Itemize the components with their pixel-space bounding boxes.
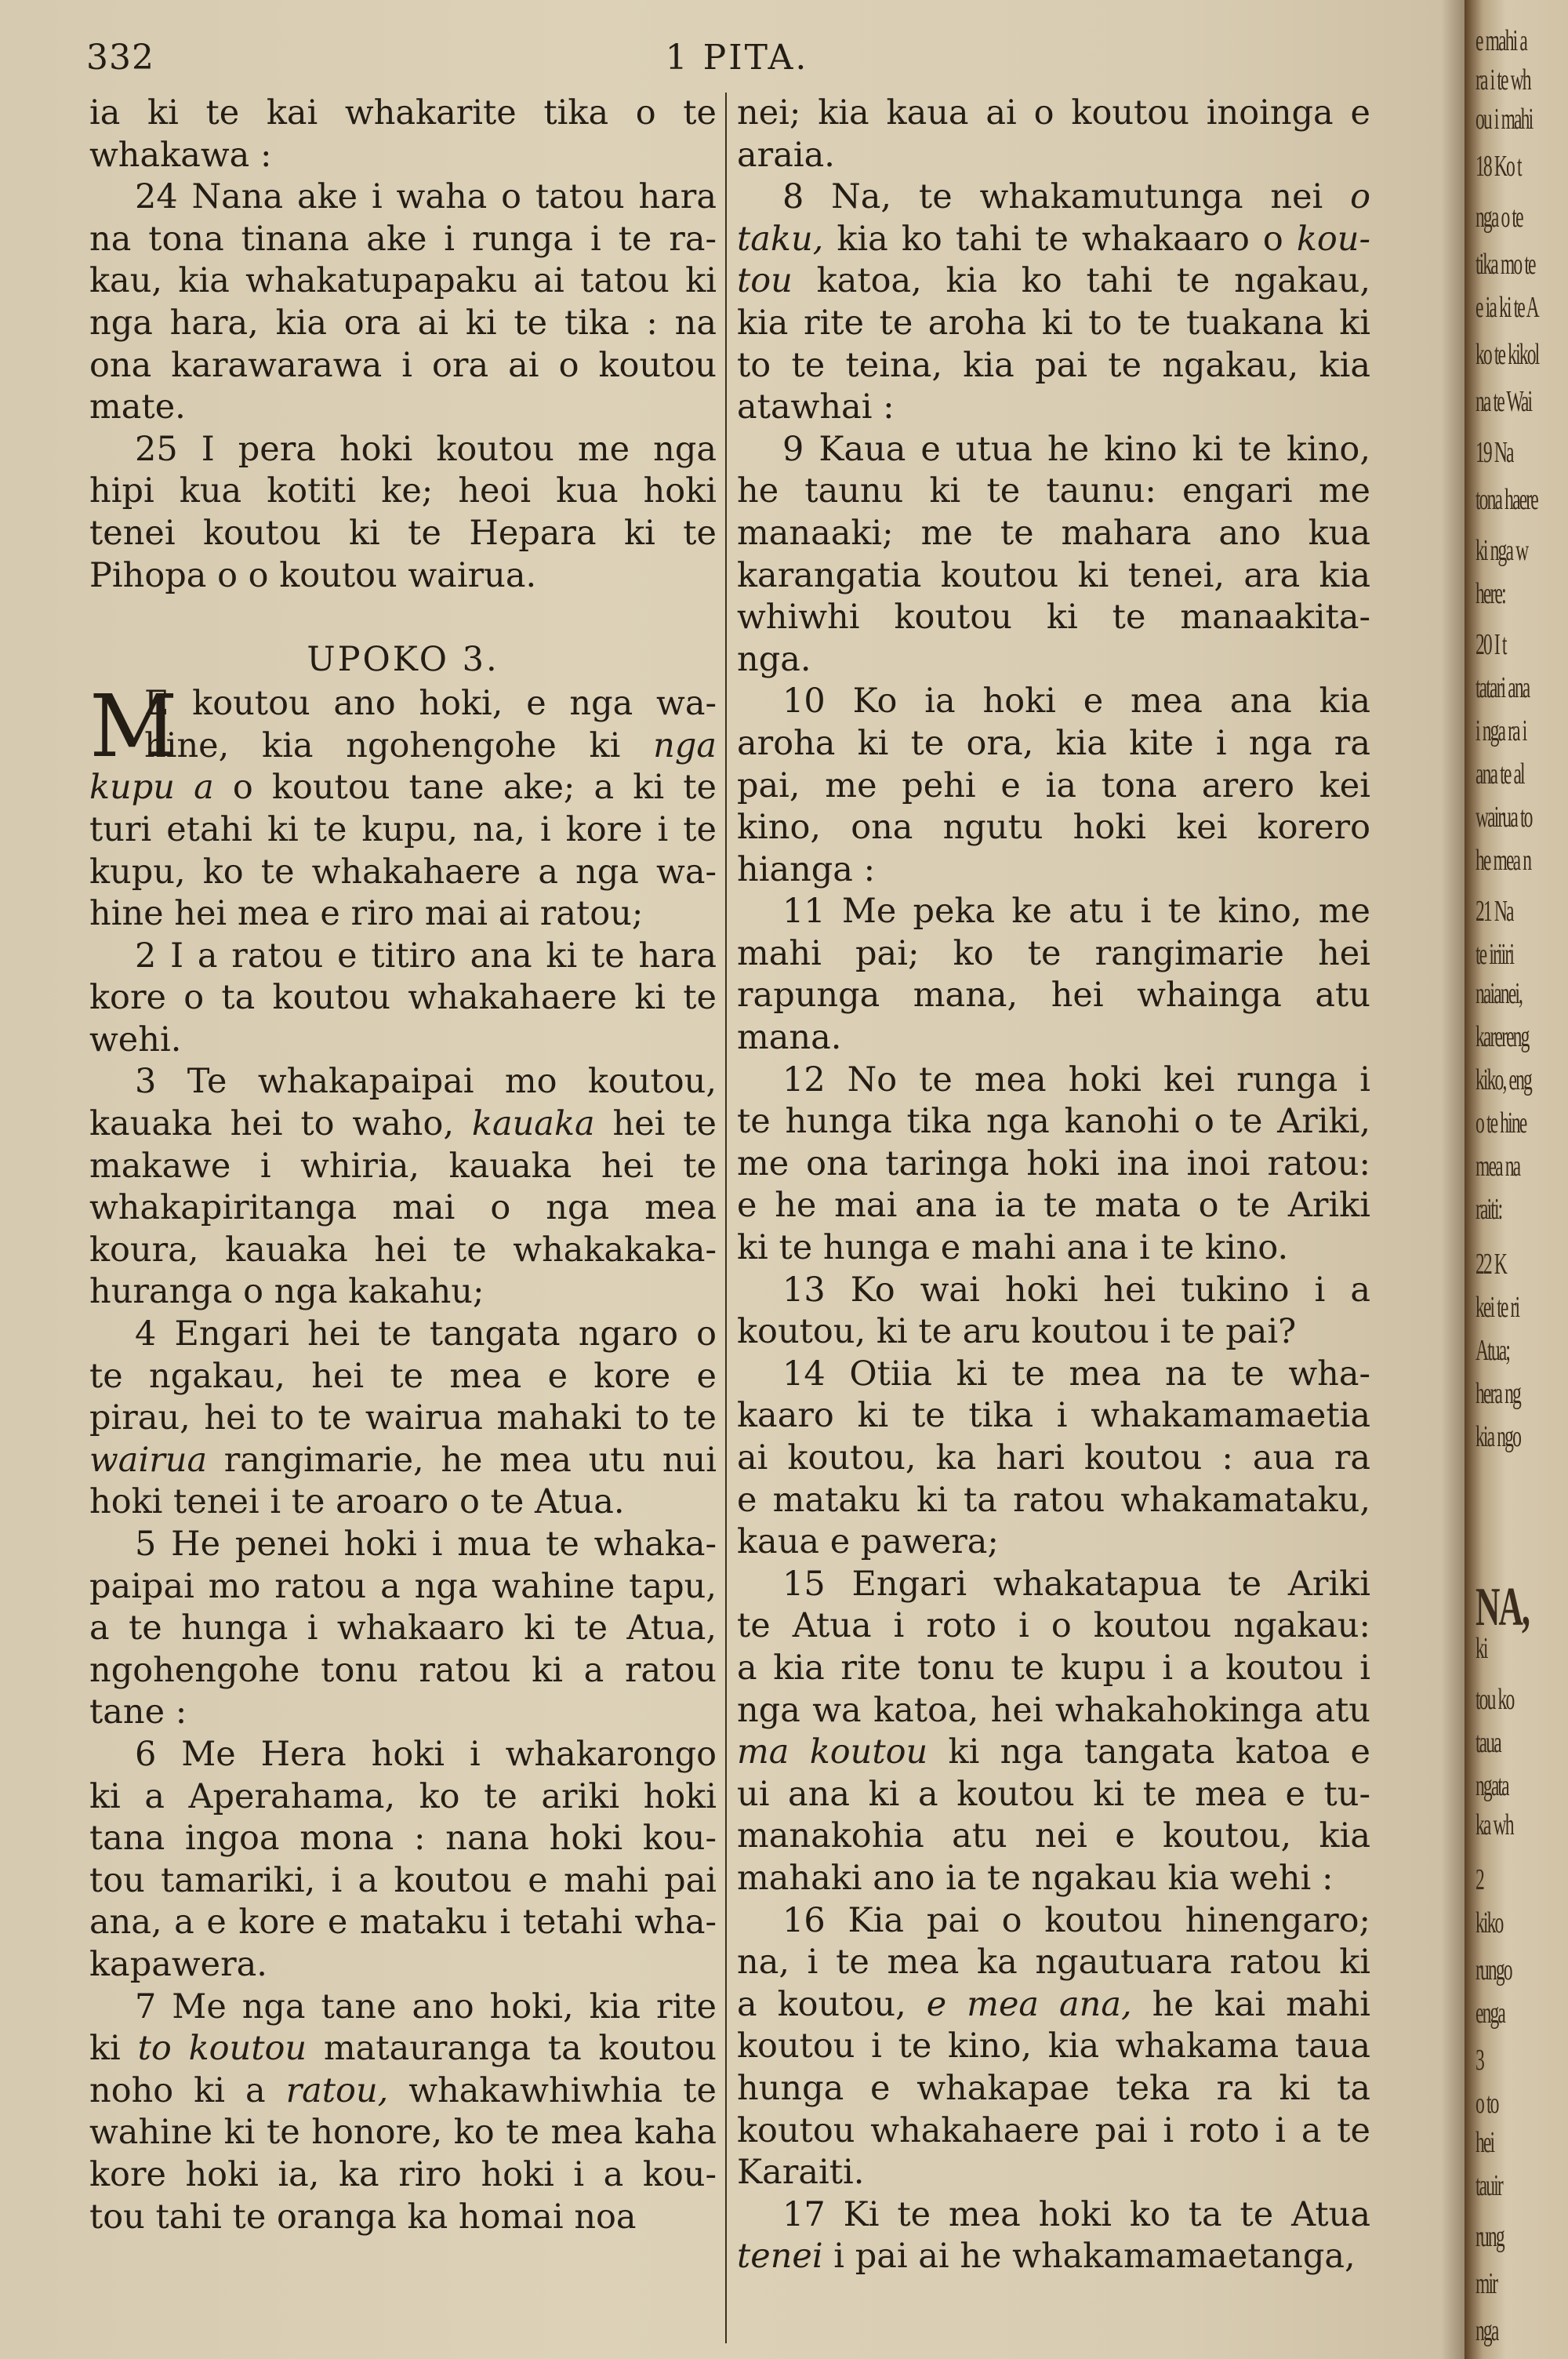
text-line: ai koutou, ka hari koutou : aua ra [737,1438,1370,1478]
text-line: tou katoa, kia ko tahi te ngakau, [737,261,1370,301]
text-line: whakawa : [89,135,272,175]
facing-page-fragment: 19 Na [1475,436,1513,469]
text-line: kupu a o koutou tane ake; a ki te [89,768,717,808]
text-line: 3 Te whakapaipai mo koutou, [135,1062,717,1102]
text-line: 15 Engari whakatapua te Ariki [782,1564,1370,1604]
text-line: hoki tenei i te aroaro o te Atua. [89,1482,625,1522]
text-line: E koutou ano hoki, e nga wa- [144,684,717,724]
column-divider [725,93,727,2343]
text-line: noho ki a ratou, whakawhiwhia te [89,2070,717,2110]
text-line: atawhai : [737,387,895,427]
text-line: koura, kauaka hei te whakakaka- [89,1230,717,1270]
text-line: hunga e whakapae teka ra ki ta [737,2068,1370,2108]
facing-page-fragment: NA, [1475,1577,1529,1637]
binding-gutter [1441,0,1465,2359]
text-line: to te teina, kia pai te ngakau, kia [737,345,1370,385]
text-line: koutou i te kino, kia whakama taua [737,2026,1370,2066]
text-line: taku, kia ko tahi te whakaaro o kou- [737,219,1370,259]
text-line: 8 Na, te whakamutunga nei o [782,177,1370,217]
text-line: te ngakau, hei te mea e kore e [89,1356,717,1396]
facing-page-fragment: ngata [1475,1769,1508,1802]
text-line: makawe i whiria, kauaka hei te [89,1146,717,1186]
facing-page-fragment: nga o te [1475,201,1523,234]
text-line: 25 I pera hoki koutou me nga [135,429,717,469]
facing-page-fragment: 22 K [1475,1248,1507,1281]
text-line: pai, me pehi e ia tona arero kei [737,765,1370,805]
text-line: Pihopa o o koutou wairua. [89,555,537,595]
text-line: nga hara, kia ora ai ki te tika : na [89,303,717,343]
text-line: me ona taringa hoki ina inoi ratou: [737,1143,1370,1183]
facing-page-fragment: he mea n [1475,844,1531,877]
running-head: 1 PITA. [665,38,809,78]
facing-page-fragment: o to [1475,2087,1498,2120]
text-line: tenei koutou ki te Hepara ki te [89,513,717,553]
facing-page-fragment: wairua to [1475,801,1532,834]
text-line: koutou whakahaere pai i roto i a te [737,2110,1370,2150]
text-line: nga wa katoa, hei whakahokinga atu [737,1690,1370,1730]
text-line: kore hoki ia, ka riro hoki i a kou- [89,2154,717,2194]
text-line: ia ki te kai whakarite tika o te [89,93,717,133]
facing-page-fragment: na te Wai [1475,385,1532,418]
text-line: ngohengohe tonu ratou ki a ratou [89,1650,717,1690]
text-line: araia. [737,135,835,175]
text-line: Karaiti. [737,2153,865,2193]
text-line: tane : [89,1692,187,1732]
text-line: manakohia atu nei e koutou, kia [737,1816,1370,1856]
text-line: ki te hunga e mahi ana i te kino. [737,1228,1289,1268]
text-line: wehi. [89,1020,182,1060]
text-line: hine, kia ngohengohe ki nga [144,725,717,765]
facing-page-fragment: mir [1475,2267,1497,2300]
chapter-opening [89,676,717,777]
text-line: kau, kia whakatupapaku ai tatou ki [89,261,717,301]
text-line: kapawera. [89,1944,267,1984]
text-line: hine hei mea e riro mai ai ratou; [89,894,644,934]
text-line: 17 Ki te mea hoki ko ta te Atua [782,2194,1370,2234]
facing-page-fragment: enga [1475,1997,1505,2030]
facing-page-fragment: tatari ana [1475,671,1530,704]
facing-page-fragment: kiko [1475,1906,1503,1939]
facing-page-fragment: karereng [1475,1020,1529,1053]
facing-page-edge [1465,0,1568,2359]
text-line: 7 Me nga tane ano hoki, kia rite [135,1986,717,2026]
facing-page-fragment: o te hine [1475,1107,1526,1140]
facing-page-fragment: ka wh [1475,1808,1513,1841]
facing-page-fragment: ki [1475,1632,1487,1665]
text-line: 6 Me Hera hoki i whakarongo [135,1734,717,1774]
facing-page-fragment: kiko, eng [1475,1063,1531,1096]
facing-page-fragment: 2 [1475,1863,1483,1896]
text-line: te hunga tika nga kanohi o te Ariki, [737,1102,1370,1142]
page-number: 332 [86,38,154,78]
text-line: 5 He penei hoki i mua te whaka- [135,1525,717,1564]
text-line: te Atua i roto i o koutou ngakau: [737,1606,1370,1646]
text-line: ui ana ki a koutou ki te mea e tu- [737,1774,1370,1814]
text-line: rapunga mana, hei whainga atu [737,976,1370,1016]
text-line: kauaka hei to waho, kauaka hei te [89,1104,717,1144]
text-line: tenei i pai ai he whakamamaetanga, [737,2237,1356,2277]
facing-page-fragment: ou i mahi [1475,103,1533,136]
facing-page-fragment: naianei, [1475,977,1523,1010]
facing-page-fragment: i nga ra i [1475,714,1526,747]
facing-page-fragment: tika mo te [1475,248,1535,281]
facing-page-fragment: ra i te wh [1475,64,1530,96]
text-line: ma koutou ki nga tangata katoa e [737,1732,1370,1772]
facing-page-fragment: kia ngo [1475,1420,1521,1453]
chapter-heading: UPOKO 3. [307,640,499,680]
facing-page-fragment: e ia ki te A [1475,291,1538,324]
text-line: kore o ta koutou whakahaere ki te [89,978,717,1018]
facing-page-fragment: here: [1475,577,1505,610]
text-line: mate. [89,387,186,427]
text-line: wahine ki te honore, ko te mea kaha [89,2113,717,2153]
text-line: 9 Kaua e utua he kino ki te kino, [782,429,1370,469]
text-line: he taunu ki te taunu: engari me [737,471,1370,511]
text-line: 2 I a ratou e titiro ana ki te hara [135,936,717,976]
text-line: whiwhi koutou ki te manaakita- [737,598,1370,638]
text-line: ki a Aperahama, ko te ariki hoki [89,1776,717,1816]
text-line: tou tahi te oranga ka homai noa [89,2197,637,2237]
facing-page-fragment: rungo [1475,1954,1512,1986]
right-column [737,93,1370,2278]
text-line: turi etahi ki te kupu, na, i kore i te [89,809,717,849]
facing-page-fragment: te iriiri [1475,938,1514,971]
text-line: 4 Engari hei te tangata ngaro o [135,1314,717,1354]
text-line: aroha ki te ora, kia kite i nga ra [737,723,1370,763]
text-line: ana, a e kore e mataku i tetahi wha- [89,1903,717,1943]
text-line: mahi pai; ko te rangimarie hei [737,933,1370,973]
text-line: mana. [737,1018,842,1058]
text-line: na tona tinana ake i runga i te ra- [89,219,717,259]
text-line: hipi kua kotiti ke; heoi kua hoki [89,471,717,511]
text-line: kaua e pawera; [737,1522,999,1562]
text-line: ona karawarawa i ora ai o koutou [89,345,717,385]
facing-page-fragment: 18 Ko t [1475,150,1521,183]
facing-page-fragment: ko te kikol [1475,338,1539,371]
text-line: 10 Ko ia hoki e mea ana kia [782,682,1370,722]
facing-page-fragment: mea na [1475,1150,1520,1183]
facing-page-fragment: ana te al [1475,758,1524,791]
text-line: 11 Me peka ke atu i te kino, me [782,892,1370,932]
text-line: whakapiritanga mai o nga mea [89,1188,717,1228]
facing-page-fragment: 3 [1475,2044,1483,2077]
text-line: tou tamariki, i a koutou e mahi pai [89,1860,717,1900]
text-line: nei; kia kaua ai o koutou inoinga e [737,93,1370,133]
text-line: e mataku ki ta ratou whakamataku, [737,1480,1370,1520]
facing-page-fragment: hera ng [1475,1377,1520,1410]
drop-cap: M [89,676,178,777]
text-line: 16 Kia pai o koutou hinengaro; [782,1900,1370,1940]
text-line: ki to koutou matauranga ta koutou [89,2029,717,2069]
text-line: paipai mo ratou a nga wahine tapu, [89,1566,717,1606]
text-line: manaaki; me te mahara ano kua [737,513,1370,553]
facing-page-fragment: tona haere [1475,483,1537,516]
facing-page-fragment: Atua; [1475,1334,1510,1367]
text-line: 12 No te mea hoki kei runga i [782,1060,1370,1100]
text-line: 13 Ko wai hoki hei tukino i a [782,1270,1370,1310]
facing-page-fragment: 21 Na [1475,895,1513,928]
text-line: kaaro ki te tika i whakamamaetia [737,1396,1370,1436]
left-column [89,93,717,2238]
text-line: huranga o nga kakahu; [89,1272,485,1312]
text-line: wairua rangimarie, he mea utu nui [89,1440,717,1480]
text-line: 14 Otiia ki te mea na te wha- [782,1354,1370,1394]
text-line: koutou, ki te aru koutou i te pai? [737,1312,1297,1352]
text-line: a te hunga i whakaaro ki te Atua, [89,1608,717,1648]
text-line: hianga : [737,849,876,889]
text-line: a koutou, e mea ana, he kai mahi [737,1984,1370,2024]
text-line: kupu, ko te whakahaere a nga wa- [89,852,717,892]
facing-page-fragment: e mahi a [1475,24,1526,57]
facing-page-fragment: rung [1475,2220,1504,2253]
facing-page-fragment: tauir [1475,2169,1502,2202]
text-line: na, i te mea ka ngautuara ratou ki [737,1943,1370,1983]
text-line: kino, ona ngutu hoki kei korero [737,808,1370,848]
facing-page-fragment: raiti: [1475,1193,1502,1226]
text-line: 24 Nana ake i waha o tatou hara [135,177,717,217]
text-line: a kia rite tonu te kupu i a koutou i [737,1648,1370,1688]
facing-page-fragment: 20 I t [1475,628,1506,661]
text-line: tana ingoa mona : nana hoki kou- [89,1819,717,1859]
facing-page-fragment: kei te ri [1475,1291,1519,1324]
text-line: karangatia koutou ki tenei, ara kia [737,555,1370,595]
text-line: mahaki ano ia te ngakau kia wehi : [737,1858,1334,1898]
facing-page-fragment: hei [1475,2126,1494,2159]
facing-page-fragment: ki nga w [1475,534,1528,567]
facing-page-fragment: tou ko [1475,1683,1514,1716]
page-header [86,38,1388,85]
text-line: kia rite te aroha ki to te tuakana ki [737,303,1370,343]
text-line: e he mai ana ia te mata o te Ariki [737,1186,1370,1226]
text-line: pirau, hei to te wairua mahaki to te [89,1398,717,1438]
facing-page-fragment: nga [1475,2314,1498,2347]
facing-page-fragment: taua [1475,1726,1501,1759]
text-line: nga. [737,639,811,679]
